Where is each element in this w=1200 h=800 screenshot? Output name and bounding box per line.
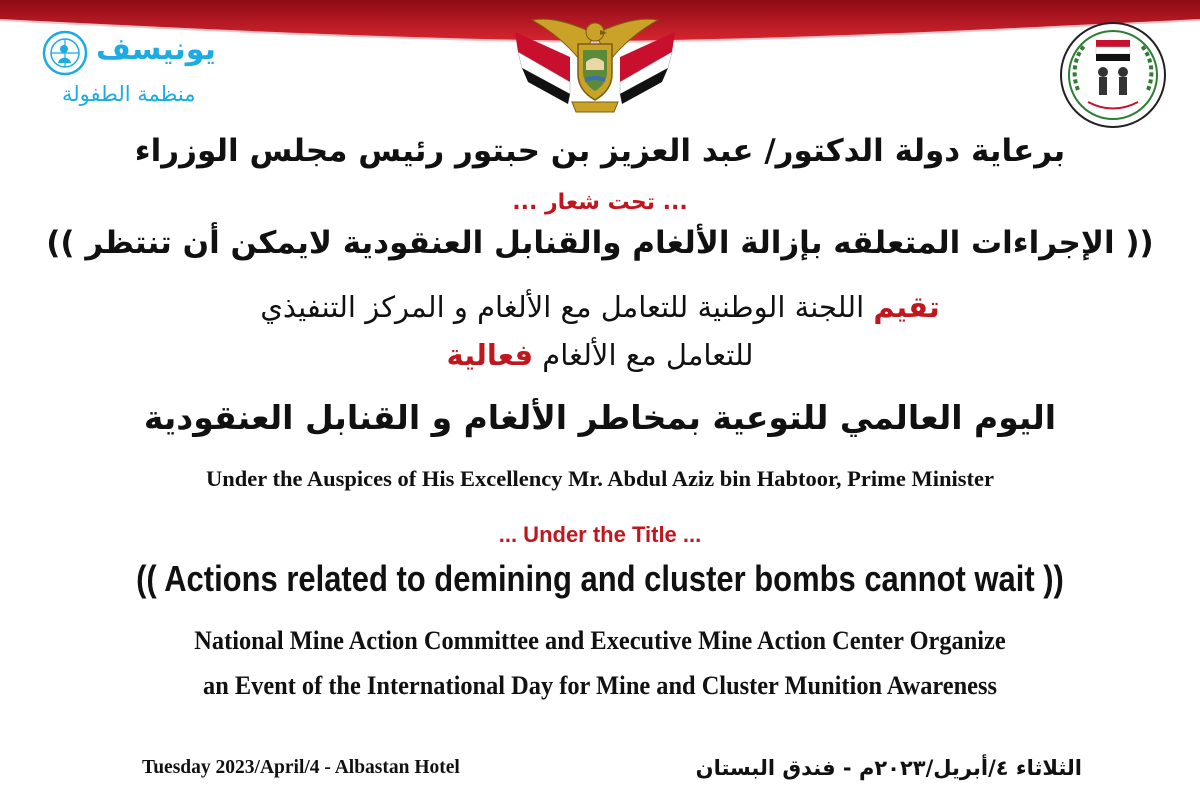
english-under-title: ... Under the Title ...	[498, 522, 702, 547]
unicef-globe-icon	[42, 30, 88, 76]
english-organizer-line1: National Mine Action Committee and Executive Mine Action Center Organize	[194, 625, 1006, 655]
arabic-date-location: الثلاثاء ٤/أبريل/٢٠٢٣م - فندق البستان	[695, 756, 1082, 780]
arabic-slogan: (( الإجراءات المتعلقه بإزالة الألغام والقنابل العنقودية لايمكن أن تنتظر ))	[46, 225, 1154, 261]
arabic-patronage: برعاية دولة الدكتور/ عبد العزيز بن حبتور رئيس مجلس الوزراء	[134, 133, 1066, 169]
arabic-organizer-line1	[0, 290, 1200, 324]
arabic-organizer-rest: اللجنة الوطنية للتعامل مع الألغام و المركز التنفيذي	[260, 290, 874, 324]
unicef-name: يونيسف	[96, 32, 216, 67]
arabic-under-title: ... تحت شعار ...	[512, 190, 688, 215]
english-patronage: Under the Auspices of His Excellency Mr. Abdul Aziz bin Habtoor, Prime Minister	[206, 466, 994, 491]
arabic-organizer-prefix: تقيم	[873, 290, 940, 324]
arabic-organizer-line2-text: للتعامل مع الألغام	[533, 338, 754, 372]
english-organizer-line2: an Event of the International Day for Mine and Cluster Munition Awareness	[203, 670, 997, 700]
english-date-location: Tuesday 2023/April/4 - Albastan Hotel	[142, 757, 460, 778]
mine-action-center-seal-icon	[1058, 20, 1168, 130]
arabic-event-name: اليوم العالمي للتوعية بمخاطر الألغام و القنابل العنقودية	[143, 398, 1057, 437]
unicef-logo	[42, 30, 232, 115]
english-slogan: (( Actions related to demining and cluster bombs cannot wait ))	[136, 558, 1064, 599]
unicef-subtitle: منظمة الطفولة	[62, 82, 196, 106]
arabic-event-word: فعالية	[446, 338, 534, 372]
arabic-organizer-line2	[0, 338, 1200, 372]
yemen-eagle-emblem-icon	[510, 12, 680, 116]
